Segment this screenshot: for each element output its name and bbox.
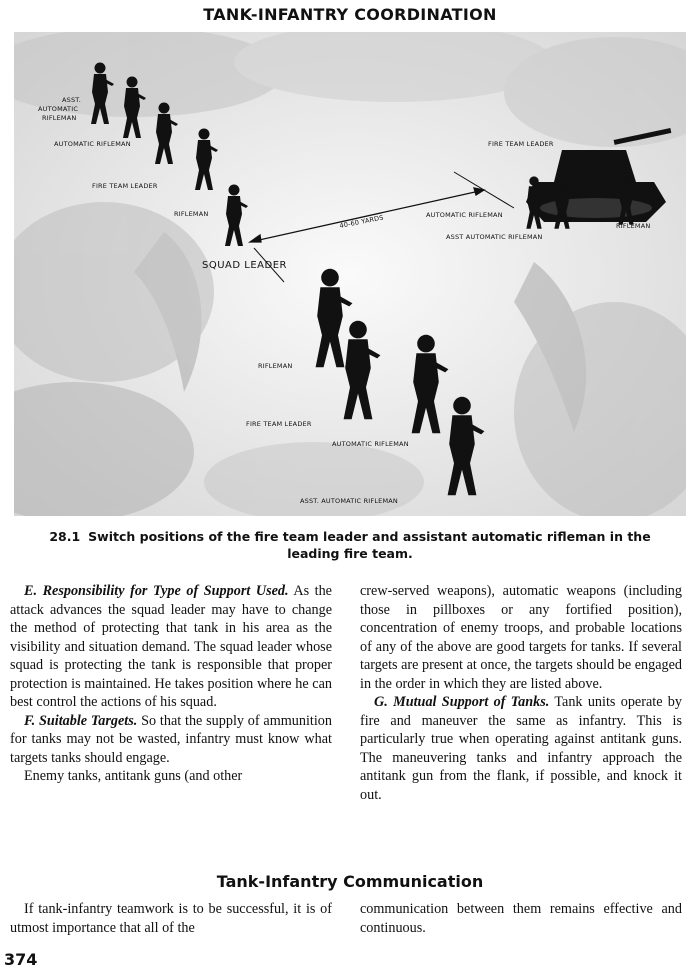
heading-g: G. Mutual Support of Tanks. xyxy=(374,694,550,710)
right-column xyxy=(360,582,682,804)
label-squad-leader: SQUAD LEADER xyxy=(202,260,287,271)
heading-e: E. Responsibility for Type of Support Used. xyxy=(24,583,289,599)
label-rifleman-low: RIFLEMAN xyxy=(258,362,293,370)
figure-caption xyxy=(40,528,660,562)
paragraph-e xyxy=(10,582,332,712)
label-ftl-top: FIRE TEAM LEADER xyxy=(92,182,158,190)
left-column xyxy=(10,582,332,786)
label-tank-asst-ar: ASST AUTOMATIC RIFLEMAN xyxy=(446,233,543,241)
label-asst-ar-3: RIFLEMAN xyxy=(42,114,77,122)
body-g: Tank units operate by fire and maneuver the same as infantry. This is particularly true when operating against antitank guns. The maneuvering tanks and infantry approach the antitank gun from the flank, if possible, and knock it out. xyxy=(360,694,682,803)
paragraph-targets: crew-served weapons), automatic weapons (including those in pillboxes or any fortified position), concentration of enemy troops, and probable locations of any of the above are good targets for tanks. If several targets are present at once, the targets should be engaged in the order in which they are listed above. xyxy=(360,583,682,692)
label-asst-ar-low: ASST. AUTOMATIC RIFLEMAN xyxy=(300,497,398,505)
label-rifleman-top: RIFLEMAN xyxy=(174,210,209,218)
running-head: TANK-INFANTRY COORDINATION xyxy=(203,5,497,24)
section-right-text: communication between them remains effective and continuous. xyxy=(360,901,682,936)
section-heading: Tank-Infantry Communication xyxy=(216,872,484,891)
label-tank-ftl: FIRE TEAM LEADER xyxy=(488,140,554,148)
body-e: As the attack advances the squad leader may have to change the method of protecting that tank in his area as the visibility and situation demand. The squad leader whose squad is protecting the tank is responsible that proper protection is maintained. He takes position where he can best control the actions of his squad. xyxy=(10,583,332,710)
label-tank-rifleman: RIFLEMAN xyxy=(616,222,651,230)
body-f: So that the supply of ammunition for tanks may not be wasted, infantry must know what targets tanks should engage. xyxy=(10,712,332,766)
caption-text: Switch positions of the fire team leader and assistant automatic rifleman in the leading fire team. xyxy=(88,529,651,561)
label-ar-low: AUTOMATIC RIFLEMAN xyxy=(332,440,409,448)
figure-illustration xyxy=(14,32,686,516)
section-left-column xyxy=(10,900,332,937)
section-right-column xyxy=(360,900,682,937)
label-ar-top: AUTOMATIC RIFLEMAN xyxy=(54,140,131,148)
label-yards: 40-60 YARDS xyxy=(338,213,385,230)
label-ftl-low: FIRE TEAM LEADER xyxy=(246,420,312,428)
paragraph-g xyxy=(360,693,682,804)
label-asst-ar-2: AUTOMATIC xyxy=(38,105,79,113)
paragraph-enemy: Enemy tanks, antitank guns (and other xyxy=(24,768,243,784)
formation-illustration xyxy=(14,32,686,516)
heading-f: F. Suitable Targets. xyxy=(24,712,138,729)
caption-number: 28.1 xyxy=(49,529,81,544)
page-number: 374 xyxy=(4,950,38,969)
paragraph-f xyxy=(10,712,332,768)
label-tank-ar: AUTOMATIC RIFLEMAN xyxy=(426,211,503,219)
label-asst-ar-1: ASST. xyxy=(62,96,81,104)
section-left-text: If tank-infantry teamwork is to be successful, it is of utmost importance that all of the xyxy=(10,901,332,936)
